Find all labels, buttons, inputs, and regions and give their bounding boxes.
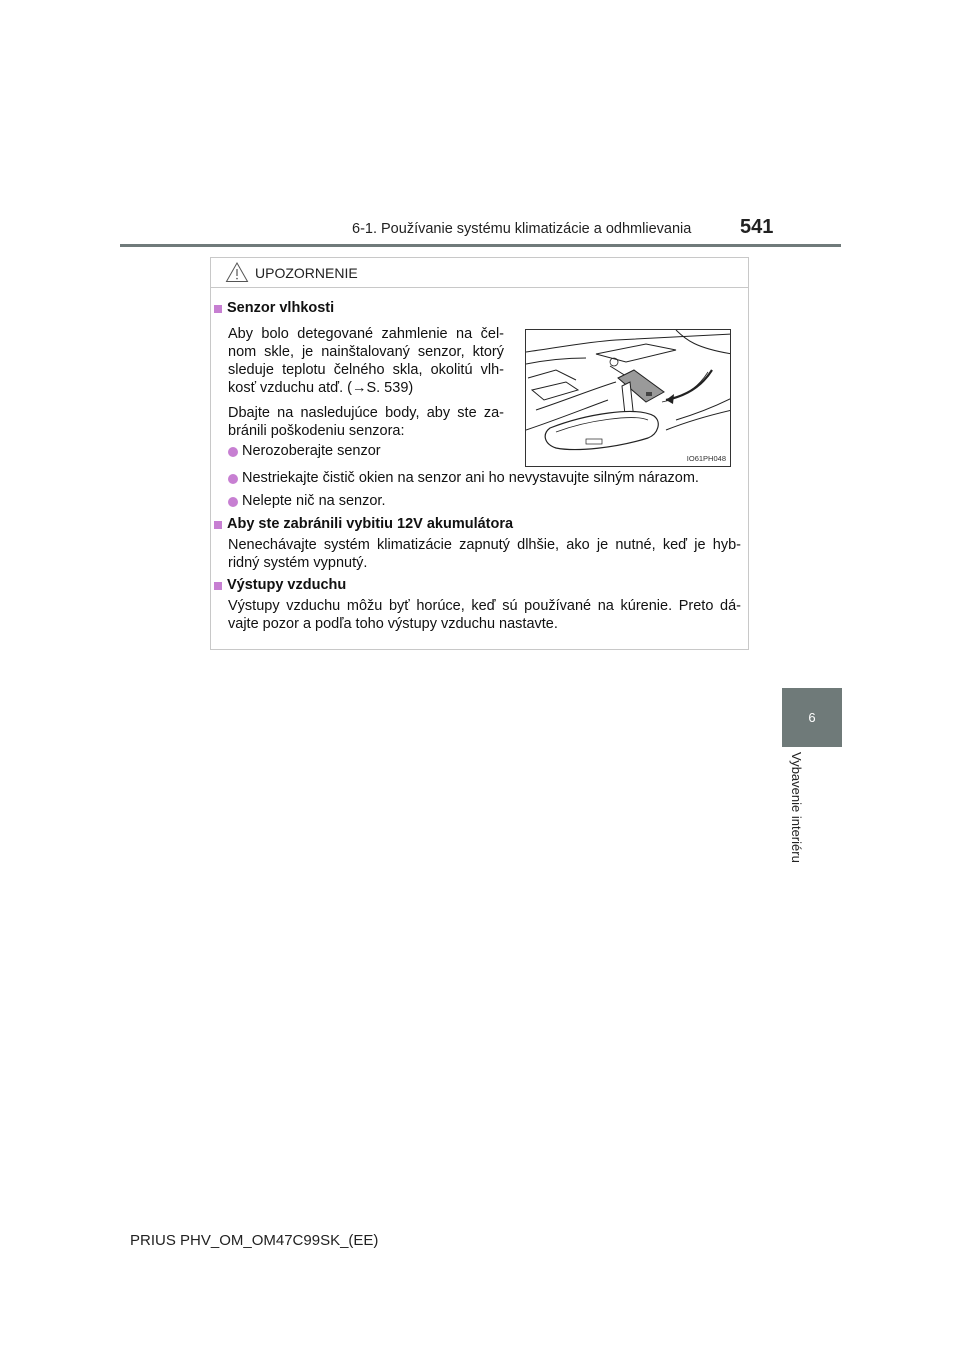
header-divider (120, 244, 841, 247)
section-heading-humidity-sensor: Senzor vlhkosti (227, 300, 335, 316)
section-title: 6-1. Používanie systému klimatizácie a odhmlievania (352, 221, 692, 237)
figure-code: IO61PH048 (686, 454, 726, 463)
section-marker (214, 582, 222, 590)
chapter-number: 6 (808, 710, 816, 725)
section-heading-battery: Aby ste zabránili vybitiu 12V akumulátora (227, 516, 514, 532)
bullet-dot (228, 447, 238, 457)
instruction-line: bránili poškodeniu senzora: (228, 423, 405, 439)
caution-title: UPOZORNENIE (255, 265, 358, 281)
bullet-dot (228, 497, 238, 507)
caution-header (211, 258, 748, 288)
instruction-line: Dbajte na nasledujúce body, aby ste za- (228, 405, 504, 421)
paragraph-line: nom skle, je nainštalovaný senzor, ktorý (228, 344, 504, 360)
bullet-item: Nestriekajte čistič okien na senzor ani ho nevystavujte silným nárazom. (242, 470, 699, 486)
paragraph-line: sleduje teplotu čelného skla, okolitú vlh- (228, 362, 504, 378)
windshield-mirror-drawing (526, 330, 731, 467)
document-code: PRIUS PHV_OM_OM47C99SK_(EE) (130, 1232, 379, 1249)
chapter-label: Vybavenie interiéru (789, 752, 804, 863)
page-number: 541 (740, 216, 774, 238)
chapter-tab (782, 688, 842, 747)
paragraph-line: Nenechávajte systém klimatizácie zapnutý dlhšie, ako je nutné, keď je hyb- (228, 537, 741, 553)
paragraph-line: vajte pozor a podľa toho výstupy vzduchu nastavte. (228, 616, 558, 632)
section-heading-air-vents: Výstupy vzduchu (227, 577, 347, 593)
paragraph-line: Aby bolo detegované zahmlenie na čel- (228, 326, 504, 342)
warning-triangle-icon (225, 261, 249, 283)
section-marker (214, 521, 222, 529)
bullet-dot (228, 474, 238, 484)
bullet-item: Nerozoberajte senzor (242, 443, 381, 459)
paragraph-line: kosť vzduchu atď. (→S. 539) (228, 380, 414, 396)
bullet-item: Nelepte nič na senzor. (242, 493, 386, 509)
paragraph-line: Výstupy vzduchu môžu byť horúce, keď sú používané na kúrenie. Preto dá- (228, 598, 741, 614)
humidity-sensor-illustration (525, 329, 731, 467)
paragraph-line: ridný systém vypnutý. (228, 555, 368, 571)
section-marker (214, 305, 222, 313)
